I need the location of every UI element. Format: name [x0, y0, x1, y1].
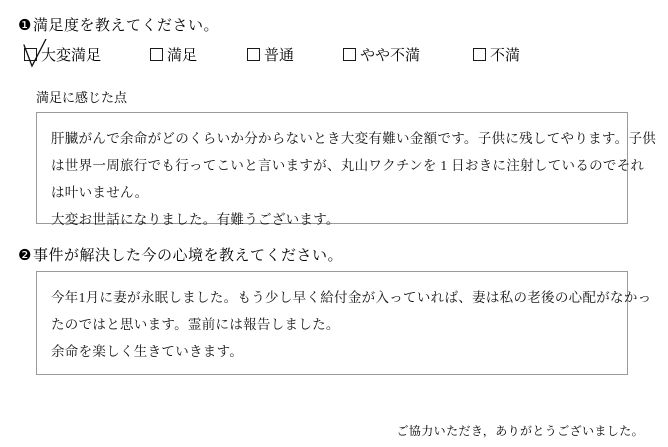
- checkbox-satisfied[interactable]: [150, 48, 163, 61]
- question-1-options: [24, 44, 650, 65]
- option-very-satisfied[interactable]: [24, 44, 150, 65]
- answer-line: 肝臓がんで余命がどのくらいか分からないとき大変有難い金額です。子供に残してやります。子供: [51, 131, 657, 146]
- answer-line: 余命を楽しく生きていきます。: [51, 344, 244, 359]
- question-2-text: 事件が解決した今の心境を教えてください。: [32, 248, 343, 264]
- answer-line: 大変お世話になりました。有難うございます。: [51, 212, 340, 227]
- option-label-very-satisfied: 大変満足: [41, 48, 102, 64]
- question-2-answer-box[interactable]: [36, 271, 652, 375]
- question-2-answer-text: [51, 284, 652, 365]
- answer-line: は叶いません。: [51, 185, 149, 200]
- checkbox-very-satisfied[interactable]: [24, 48, 37, 61]
- option-label-somewhat-dissatisfied: やや不満: [360, 48, 421, 64]
- question-1-answer-text: [51, 125, 657, 233]
- option-dissatisfied[interactable]: [473, 44, 520, 65]
- question-1-number: ❶: [18, 18, 32, 34]
- question-1-text: 満足度を教えてください。: [32, 18, 219, 34]
- checkbox-dissatisfied[interactable]: [473, 48, 486, 61]
- question-1-subsection-label: 満足に感じた点: [36, 90, 128, 105]
- question-2-heading: [18, 244, 650, 265]
- option-neutral[interactable]: [247, 44, 343, 65]
- option-label-neutral: 普通: [264, 48, 295, 64]
- answer-line: は世界一周旅行でも行ってこいと言いますが、丸山ワクチンを 1 日おきに注射しているのでそれ: [51, 158, 645, 173]
- option-somewhat-dissatisfied[interactable]: [343, 44, 473, 65]
- checkbox-neutral[interactable]: [247, 48, 260, 61]
- answer-line: 今年1月に妻が永眠しました。もう少し早く給付金が入っていれば、妻は私の老後の心配がなかっ: [51, 290, 652, 305]
- checkbox-somewhat-dissatisfied[interactable]: [343, 48, 356, 61]
- answer-line: たのではと思います。霊前には報告しました。: [51, 317, 340, 332]
- question-2-number: ❷: [18, 248, 32, 264]
- footer-thanks-note: ご協力いただき，ありがとうございました。: [396, 424, 644, 438]
- option-label-satisfied: 満足: [167, 48, 198, 64]
- option-satisfied[interactable]: [150, 44, 247, 65]
- question-2-block: [18, 244, 650, 375]
- question-1-heading: [18, 14, 650, 35]
- option-label-dissatisfied: 不満: [490, 48, 521, 64]
- question-1-answer-box[interactable]: [36, 112, 657, 227]
